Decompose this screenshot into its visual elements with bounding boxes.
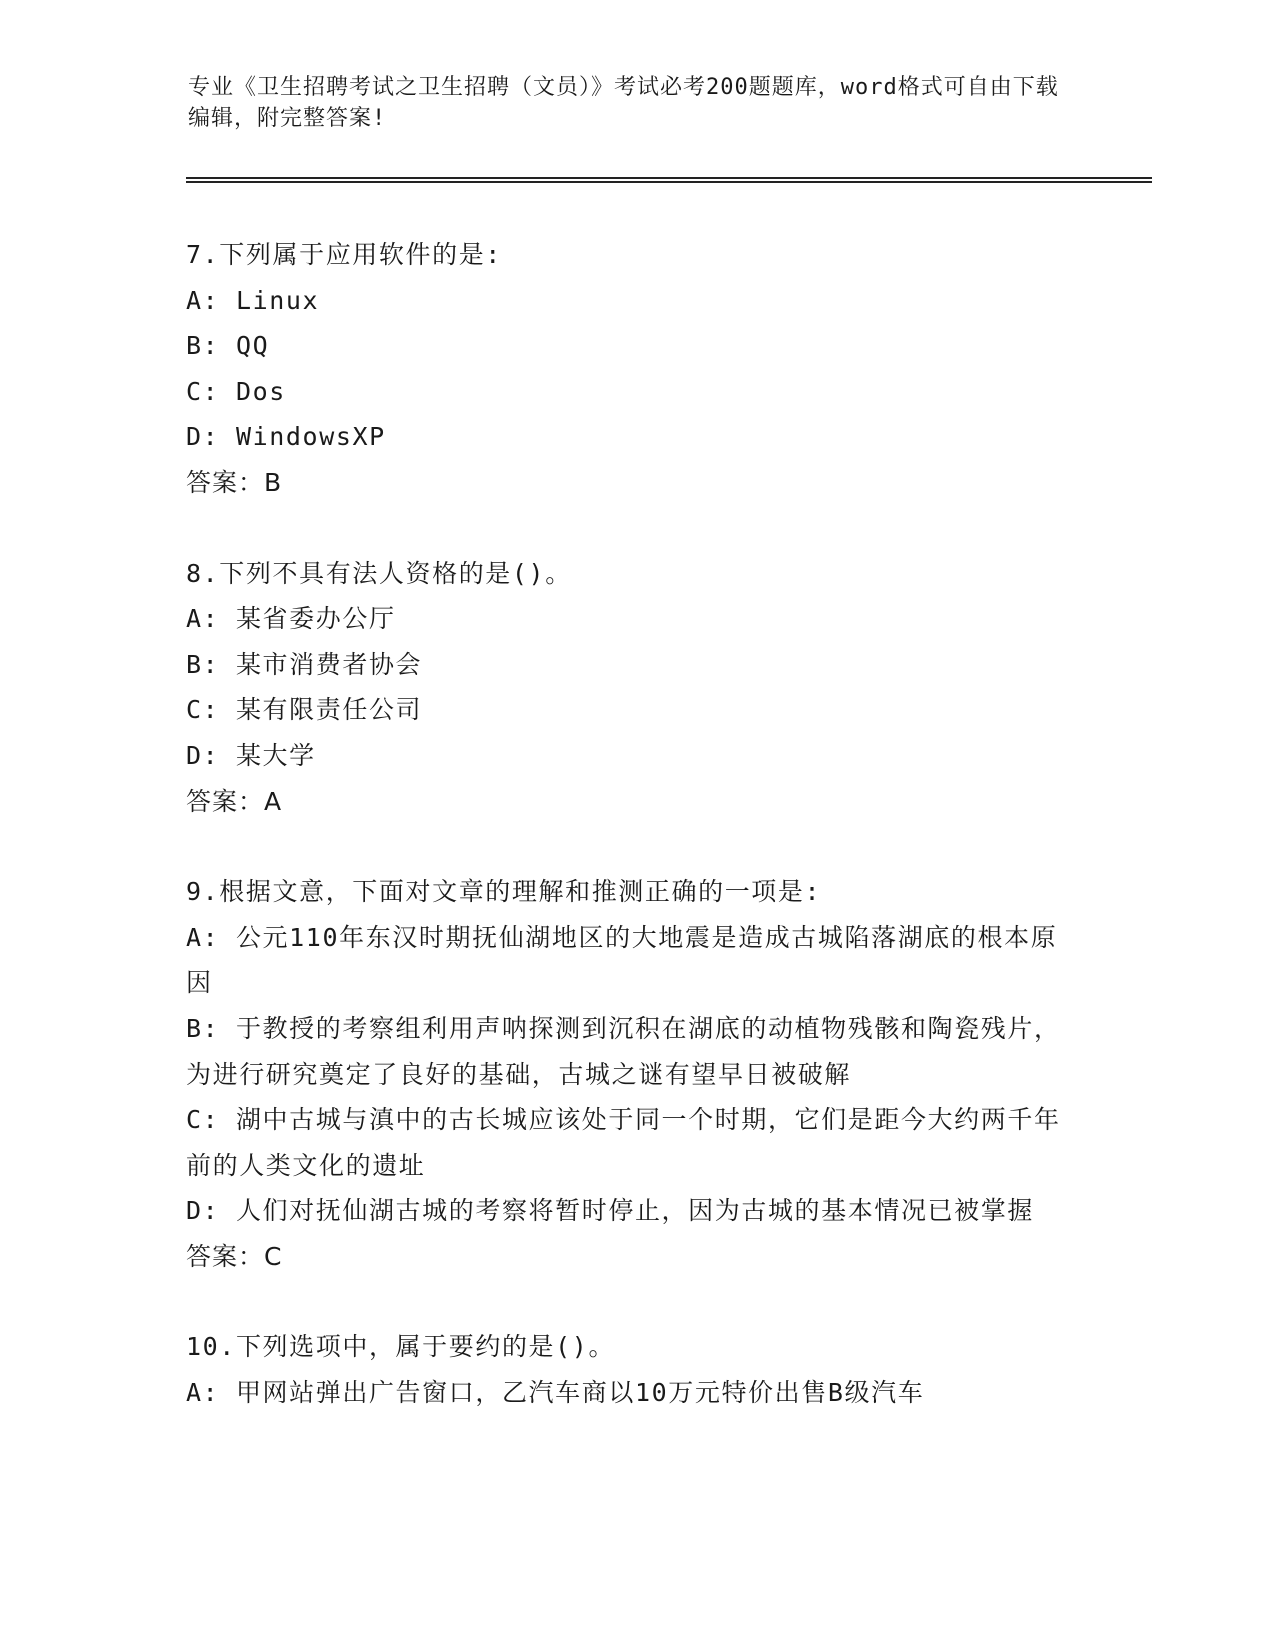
question-title: 9.根据文意，下面对文章的理解和推测正确的一项是:: [186, 877, 822, 907]
option-c: C: Dos: [186, 376, 286, 406]
option-d: D: 某大学: [186, 740, 316, 770]
question-list: [186, 232, 1066, 1461]
answer: 答案：A: [186, 786, 283, 816]
question-8: [186, 551, 1066, 825]
document-header: 专业《卫生招聘考试之卫生招聘（文员）》考试必考200题题库，word格式可自由下载编辑，附完整答案!: [188, 75, 1059, 131]
option-b: B: 某市消费者协会: [186, 649, 423, 679]
option-d: D: 人们对抚仙湖古城的考察将暂时停止，因为古城的基本情况已被掌握: [186, 1196, 1034, 1226]
option-a: A: 某省委办公厅: [186, 604, 396, 634]
option-a: A: 公元110年东汉时期抚仙湖地区的大地震是造成古城陷落湖底的根本原因: [186, 922, 1058, 998]
option-c: C: 湖中古城与滇中的古长城应该处于同一个时期，它们是距今大约两千年前的人类文化的遗址: [186, 1105, 1061, 1180]
question-title: 10.下列选项中，属于要约的是()。: [186, 1332, 616, 1362]
header-divider: [186, 177, 1152, 183]
option-b: B: 于教授的考察组利用声呐探测到沉积在湖底的动植物残骸和陶瓷残片，为进行研究奠定了良好的基础，古城之谜有望早日被破解: [186, 1013, 1061, 1089]
question-10: [186, 1324, 1066, 1415]
answer: 答案：C: [186, 1241, 283, 1271]
question-title: 8.下列不具有法人资格的是()。: [186, 558, 572, 588]
question-7: [186, 232, 1066, 506]
answer: 答案：B: [186, 467, 283, 497]
option-b: B: QQ: [186, 331, 270, 361]
option-a: A: Linux: [186, 285, 320, 315]
option-c: C: 某有限责任公司: [186, 695, 423, 725]
option-d: D: WindowsXP: [186, 422, 386, 452]
question-9: [186, 869, 1066, 1279]
option-a: A: 甲网站弹出广告窗口，乙汽车商以10万元特价出售B级汽车: [186, 1378, 925, 1408]
question-title: 7.下列属于应用软件的是:: [186, 240, 502, 269]
